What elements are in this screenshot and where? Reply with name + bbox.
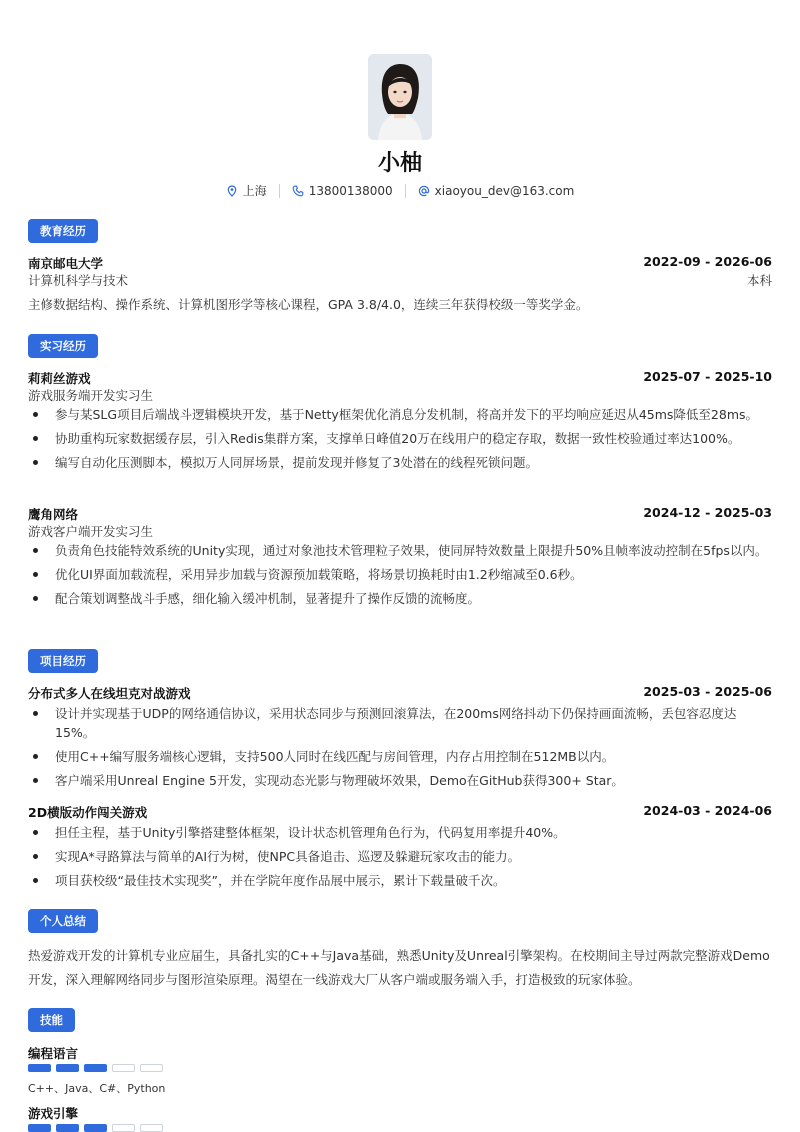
- job-role-row: [28, 386, 772, 404]
- skill-level-bar: [28, 1064, 163, 1072]
- job-bullets: [28, 405, 772, 477]
- list-item: 编写自动化压测脚本，模拟万人同屏场景，提前发现并修复了3处潜在的线程死锁问题。: [28, 453, 772, 472]
- job-bullets: [28, 541, 772, 613]
- list-item: 使用C++编写服务端核心逻辑，支持500人同时在线匹配与房间管理，内存占用控制在512MB以内。: [28, 747, 772, 766]
- skill-level-segment: [140, 1124, 163, 1132]
- section-heading-summary: 个人总结: [28, 909, 98, 933]
- summary-text: 热爱游戏开发的计算机专业应届生，具备扎实的C++与Java基础，熟悉Unity及Unreal引擎架构。在校期间主导过两款完整游戏Demo开发，深入理解网络同步与图形渲染原理。渴望在一线游戏大厂从客户端或服务端入手，打造极致的玩家体验。: [28, 948, 770, 987]
- list-item: 担任主程，基于Unity引擎搭建整体框架，设计状态机管理角色行为，代码复用率提升40%。: [28, 823, 772, 842]
- skill-level-segment: [112, 1124, 135, 1132]
- job-header: [28, 505, 772, 523]
- list-item: 客户端采用Unreal Engine 5开发，实现动态光影与物理破坏效果，Demo在GitHub获得300+ Star。: [28, 771, 772, 790]
- company-name: 莉莉丝游戏: [28, 371, 91, 386]
- project-name: 分布式多人在线坦克对战游戏: [28, 686, 191, 701]
- education-description: 主修数据结构、操作系统、计算机图形学等核心课程，GPA 3.8/4.0，连续三年获得校级一等奖学金。: [28, 297, 589, 312]
- skill-level-segment: [28, 1124, 51, 1132]
- list-item: 负责角色技能特效系统的Unity实现，通过对象池技术管理粒子效果，使同屏特效数量上限提升50%且帧率波动控制在5fps以内。: [28, 541, 772, 560]
- phone-text: 13800138000: [308, 183, 393, 198]
- skill-level-segment: [84, 1124, 107, 1132]
- skill-level-segment: [56, 1124, 79, 1132]
- section-heading-education: 教育经历: [28, 219, 98, 243]
- education-subrow: [28, 271, 772, 289]
- degree: 本科: [746, 273, 772, 288]
- job-header: [28, 369, 772, 387]
- project-dates: 2025-03 - 2025-06: [643, 684, 772, 699]
- project-name: 2D横版动作闯关游戏: [28, 805, 148, 820]
- skill-level-segment: [28, 1064, 51, 1072]
- skill-level-segment: [84, 1064, 107, 1072]
- skill-level-segment: [112, 1064, 135, 1072]
- contact-phone: [280, 184, 405, 198]
- list-item: 优化UI界面加载流程，采用异步加载与资源预加载策略，将场景切换耗时由1.2秒缩减至0.6秒。: [28, 565, 772, 584]
- job-role: 游戏客户端开发实习生: [28, 524, 154, 539]
- contact-email: [406, 184, 587, 198]
- project-header: [28, 684, 772, 702]
- project-bullets: [28, 823, 772, 895]
- list-item: 协助重构玩家数据缓存层，引入Redis集群方案，支撑单日峰值20万在线用户的稳定存取，数据一致性校验通过率达100%。: [28, 429, 772, 448]
- map-pin-icon: [226, 185, 238, 197]
- job-dates: 2024-12 - 2025-03: [643, 505, 772, 520]
- job-dates: 2025-07 - 2025-10: [643, 369, 772, 384]
- skill-level-segment: [140, 1064, 163, 1072]
- company-name: 鹰角网络: [28, 507, 79, 522]
- contact-location: [214, 182, 279, 199]
- education-dates: 2022-09 - 2026-06: [643, 254, 772, 269]
- profile-photo: [368, 54, 432, 140]
- phone-icon: [292, 185, 304, 197]
- skill-items: C++、Java、C#、Python: [28, 1082, 166, 1095]
- contact-bar: [28, 182, 772, 199]
- skill-group-title: 编程语言: [28, 1046, 79, 1061]
- candidate-name: 小柚: [377, 151, 422, 176]
- major: 计算机科学与技术: [28, 273, 129, 288]
- section-heading-internship: 实习经历: [28, 334, 98, 358]
- list-item: 项目获校级“最佳技术实现奖”，并在学院年度作品展中展示，累计下载量破千次。: [28, 871, 772, 890]
- list-item: 参与某SLG项目后端战斗逻辑模块开发，基于Netty框架优化消息分发机制，将高并发下的平均响应延迟从45ms降低至28ms。: [28, 405, 772, 424]
- project-header: [28, 803, 772, 821]
- project-dates: 2024-03 - 2024-06: [643, 803, 772, 818]
- skill-level-bar: [28, 1124, 163, 1132]
- education-row: [28, 254, 772, 272]
- skill-level-segment: [56, 1064, 79, 1072]
- section-heading-skills: 技能: [28, 1008, 75, 1032]
- location-text: 上海: [242, 184, 267, 198]
- email-text: xiaoyou_dev@163.com: [434, 183, 575, 198]
- list-item: 实现A*寻路算法与简单的AI行为树，使NPC具备追击、巡逻及躲避玩家攻击的能力。: [28, 847, 772, 866]
- project-bullets: [28, 704, 772, 795]
- at-sign-icon: [418, 185, 430, 197]
- school-name: 南京邮电大学: [28, 256, 104, 271]
- section-heading-projects: 项目经历: [28, 649, 98, 673]
- skill-group-title: 游戏引擎: [28, 1106, 79, 1121]
- job-role: 游戏服务端开发实习生: [28, 388, 154, 403]
- list-item: 配合策划调整战斗手感，细化输入缓冲机制，显著提升了操作反馈的流畅度。: [28, 589, 772, 608]
- list-item: 设计并实现基于UDP的网络通信协议，采用状态同步与预测回滚算法，在200ms网络抖动下仍保持画面流畅，丢包容忍度达15%。: [28, 704, 772, 742]
- job-role-row: [28, 522, 772, 540]
